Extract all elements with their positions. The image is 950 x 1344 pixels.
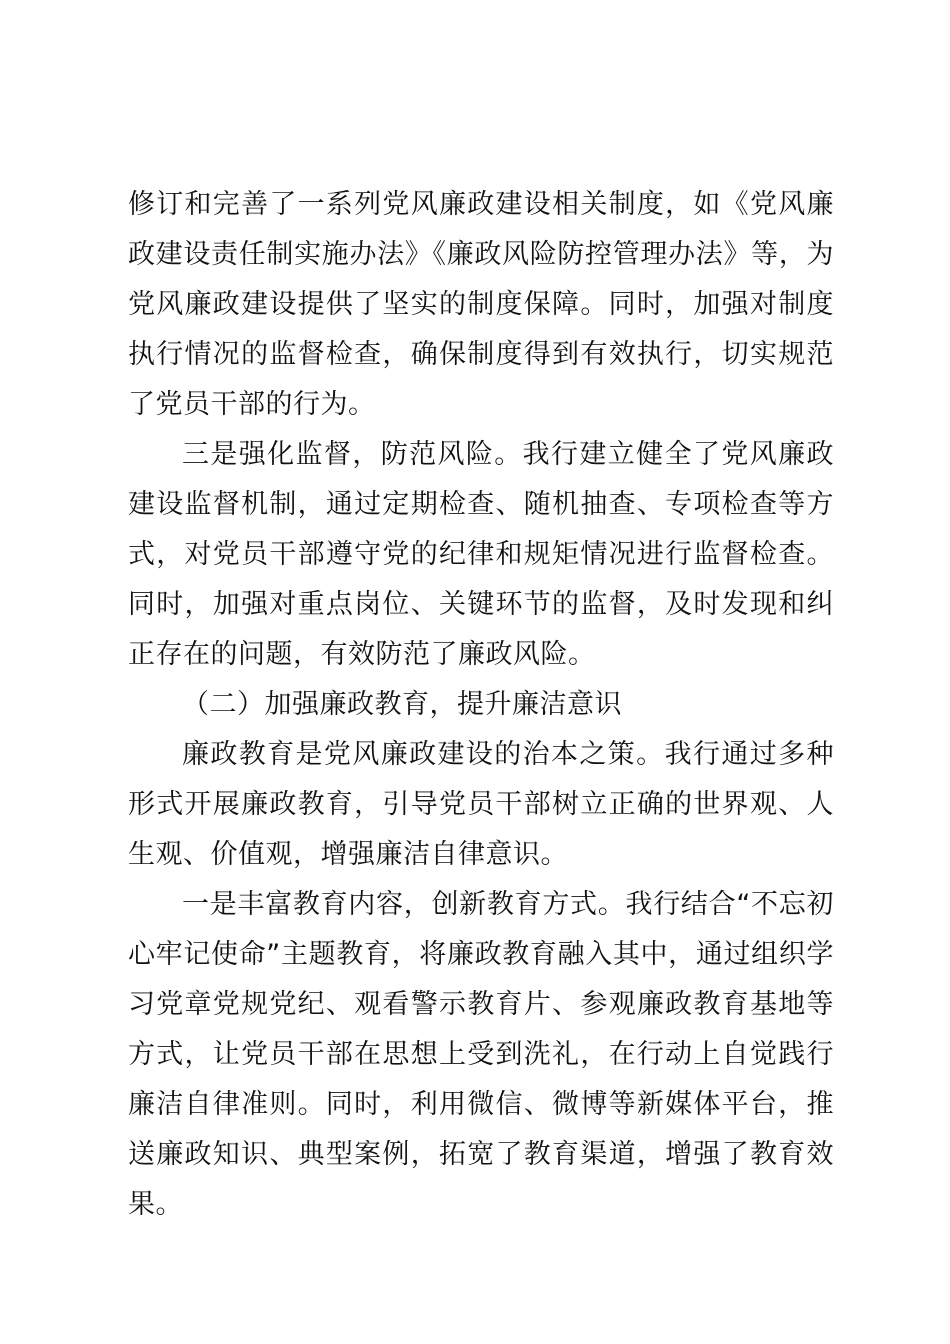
paragraph-strengthen-supervision: 三是强化监督，防范风险。我行建立健全了党风廉政建设监督机制，通过定期检查、随机抽查、专项检查等方式，对党员干部遵守党的纪律和规矩情况进行监督检查。同时，加强对重点岗位、关键环节的监督，及时发现和纠正存在的问题，有效防范了廉政风险。 — [128, 439, 834, 670]
paragraph-enrich-education: 一是丰富教育内容，创新教育方式。我行结合“不忘初心牢记使命”主题教育，将廉政教育融入其中，通过组织学习党章党规党纪、观看警示教育片、参观廉政教育基地等方式，让党员干部在思想上受到洗礼，在行动上自觉践行廉洁自律准则。同时，利用微信、微博等新媒体平台，推送廉政知识、典型案例，拓宽了教育渠道，增强了教育效果。 — [128, 889, 834, 1220]
paragraph-continuation: 修订和完善了一系列党风廉政建设相关制度，如《党风廉政建设责任制实施办法》《廉政风险防控管理办法》等，为党风廉政建设提供了坚实的制度保障。同时，加强对制度执行情况的监督检查，确保制度得到有效执行，切实规范了党员干部的行为。 — [128, 189, 834, 420]
section-heading: （二）加强廉政教育，提升廉洁意识 — [182, 689, 622, 720]
paragraph-integrity-education: 廉政教育是党风廉政建设的治本之策。我行通过多种形式开展廉政教育，引导党员干部树立正确的世界观、人生观、价值观，增强廉洁自律意识。 — [128, 739, 834, 870]
document-body — [128, 180, 834, 1230]
